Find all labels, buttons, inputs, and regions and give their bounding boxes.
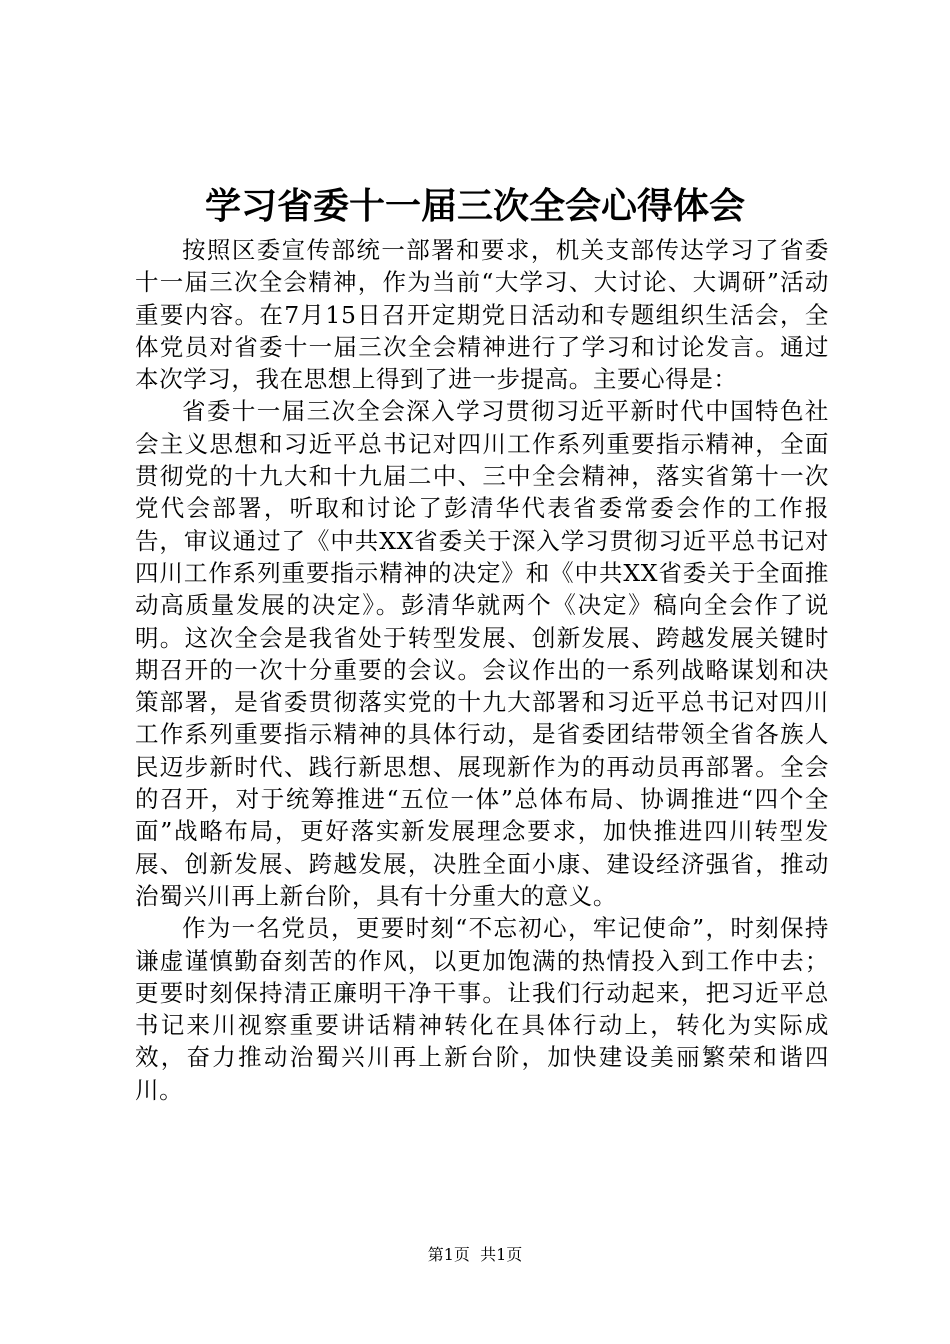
document-body xyxy=(135,234,829,1106)
page-total: 共1页 xyxy=(480,1245,523,1264)
page-number: 第1页 xyxy=(427,1245,470,1264)
page-footer xyxy=(0,1244,950,1266)
document-title: 学习省委十一届三次全会心得体会 xyxy=(204,186,745,227)
paragraph-1: 按照区委宣传部统一部署和要求，机关支部传达学习了省委十一届三次全会精神，作为当前“大学习、大讨论、大调研”活动重要内容。在7月15日召开定期党日活动和专题组织生活会，全体党员对省委十一届三次全会精神进行了学习和讨论发言。通过本次学习，我在思想上得到了进一步提高。主要心得是： xyxy=(135,236,829,394)
paragraph-3: 作为一名党员，更要时刻“不忘初心，牢记使命”，时刻保持谦虚谨慎勤奋刻苦的作风，以更加饱满的热情投入到工作中去；更要时刻保持清正廉明干净干事。让我们行动起来，把习近平总书记来川视察重要讲话精神转化在具体行动上，转化为实际成效，奋力推动治蜀兴川再上新台阶，加快建设美丽繁荣和谐四川。 xyxy=(135,914,829,1104)
paragraph-2: 省委十一届三次全会深入学习贯彻习近平新时代中国特色社会主义思想和习近平总书记对四川工作系列重要指示精神，全面贯彻党的十九大和十九届二中、三中全会精神，落实省第十一次党代会部署，听取和讨论了彭清华代表省委常委会作的工作报告，审议通过了《中共XX省委关于深入学习贯彻习近平总书记对四川工作系列重要指示精神的决定》和《中共XX省委关于全面推动高质量发展的决定》。彭清华就两个《决定》稿向全会作了说明。这次全会是我省处于转型发展、创新发展、跨越发展关键时期召开的一次十分重要的会议。会议作出的一系列战略谋划和决策部署，是省委贯彻落实党的十九大部署和习近平总书记对四川工作系列重要指示精神的具体行动，是省委团结带领全省各族人民迈步新时代、践行新思想、展现新作为的再动员再部署。全会的召开，对于统筹推进“五位一体”总体布局、协调推进“四个全面”战略布局，更好落实新发展理念要求，加快推进四川转型发展、创新发展、跨越发展，决胜全面小康、建设经济强省，推动治蜀兴川再上新台阶，具有十分重大的意义。 xyxy=(135,397,829,910)
